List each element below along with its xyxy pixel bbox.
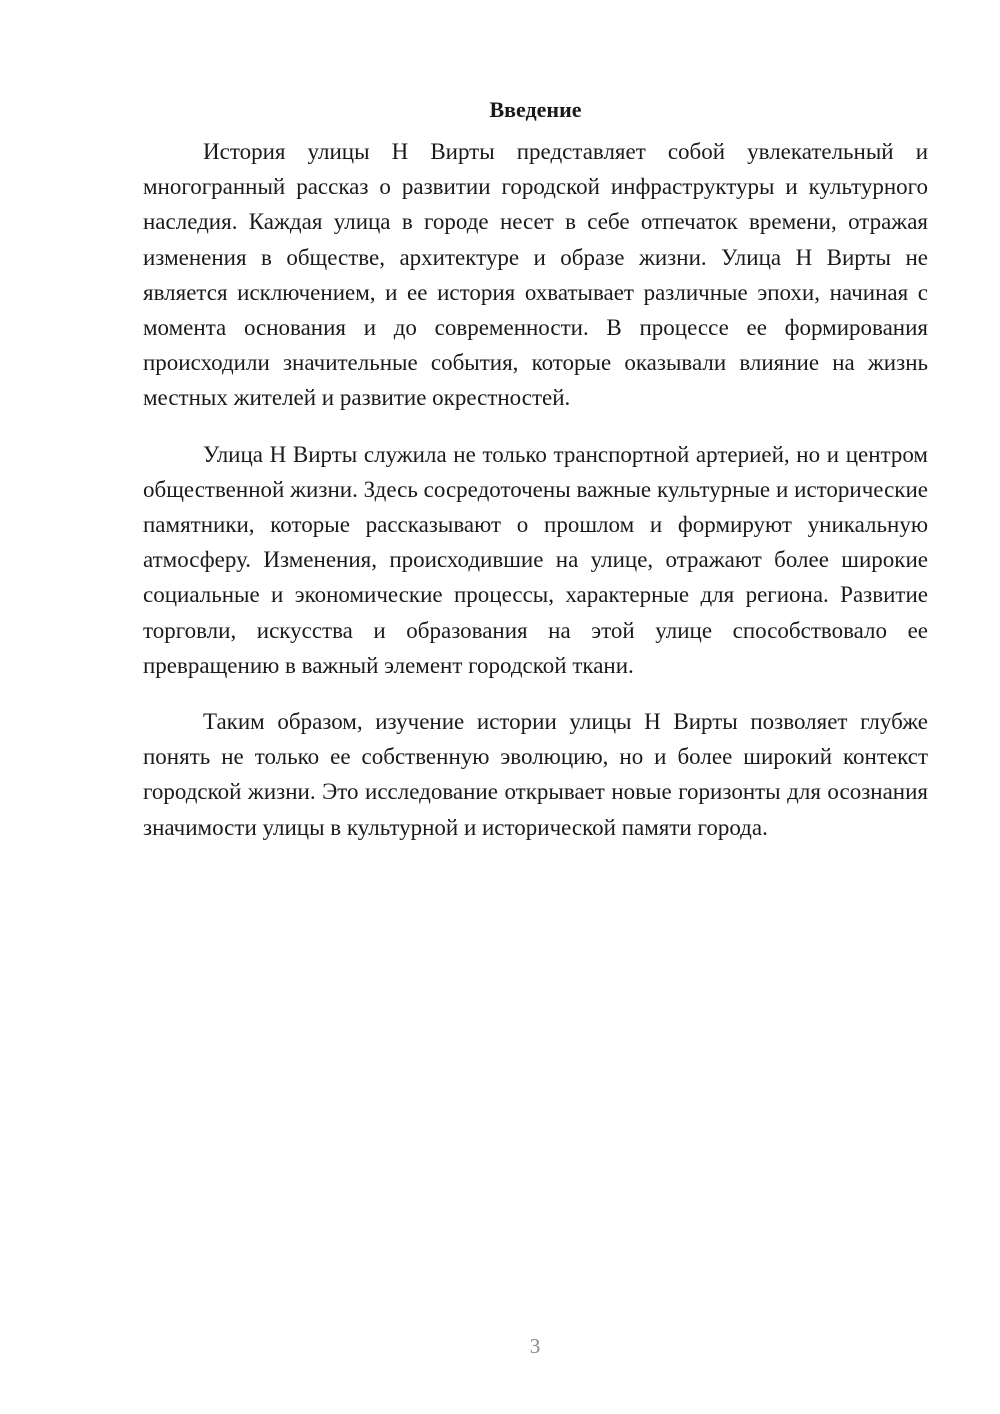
page-content: [143, 92, 928, 845]
section-title: Введение: [489, 97, 582, 122]
paragraph-1: История улицы Н Вирты представляет собой увлекательный и многогранный рассказ о развитии городской инфраструктуры и культурного наследия. Каждая улица в городе несет в себе отпечаток времени, отражая изменения в обществе, архитектуре и образе жизни. Улица Н Вирты не является исключением, и ее история охватывает различные эпохи, начиная с момента основания и до современности. В процессе ее формирования происходили значительные события, которые оказывали влияние на жизнь местных жителей и развитие окрестностей.: [143, 139, 928, 411]
paragraph-3: Таким образом, изучение истории улицы Н Вирты позволяет глубже понять не только ее собственную эволюцию, но и более широкий контекст городской жизни. Это исследование открывает новые горизонты для осознания значимости улицы в культурной и исторической памяти города.: [143, 709, 928, 840]
page-number: 3: [529, 1334, 541, 1358]
paragraph-2: Улица Н Вирты служила не только транспортной артерией, но и центром общественной жизни. Здесь сосредоточены важные культурные и исторические памятники, которые рассказывают о прошлом и формируют уникальную атмосферу. Изменения, происходившие на улице, отражают более широкие социальные и экономические процессы, характерные для региона. Развитие торговли, искусства и образования на этой улице способствовало ее превращению в важный элемент городской ткани.: [143, 441, 928, 678]
